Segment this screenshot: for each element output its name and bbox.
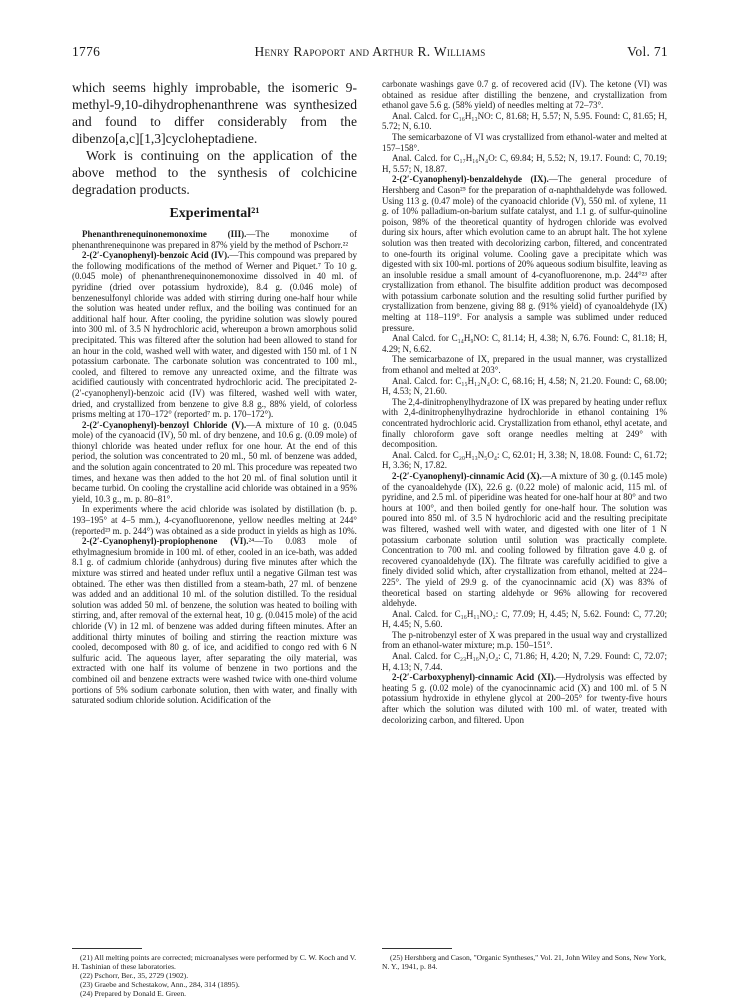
footnotes-left [72,953,357,998]
footnote: (21) All melting points are corrected; microanalyses were performed by C. W. Koch and V. H. Tashinian of these laboratories. [72,953,357,971]
analysis-line: Anal. Calcd. for C₁₆H₁₁NO₂: C, 77.09; H, 4.45; N, 5.62. Found: C, 77.20; H, 4.45; N, 5.60. [382,608,667,630]
paragraph: 2-(2′-Carboxyphenyl)-cinnamic Acid (XI).—Hydrolysis was effected by heating 5 g. (0.02 mole) of the cyanocinnamic acid (X) and 100 ml. of 5 N potassium hydroxide in ethylene glycol at 200–205° for twenty-five hours after which the solution was diluted with 100 ml. of water, treated with decolorizing carbon, and filtered. Upon [382,672,667,725]
footnote: (22) Pschorr, Ber., 35, 2729 (1902). [80,971,189,980]
right-column [382,79,667,945]
footnote: (25) Hershberg and Cason, "Organic Syntheses," Vol. 21, John Wiley and Sons, New York, N. Y., 1941, p. 84. [382,953,667,971]
paragraph: 2-(2′-Cyanophenyl)-benzoyl Chloride (V).—A mixture of 10 g. (0.045 mole) of the cyanoacid (IV), 50 ml. of dry benzene, and 10.6 g. (0.09 mole) of thionyl chloride was heated under reflux for one hour. At the end of this period, the solution was concentrated to 20 ml., 50 ml. of benzene was added, and the solution again concentrated to 20 ml. This procedure was repeated two times, and hexane was then added to the hot 20 ml. of final solution until it became turbid. On cooling the crystalline acid chloride was obtained in a 95% yield, 10.3 g., m. p. 80–81°. [72,419,357,504]
page-number: 1776 [72,44,101,59]
paragraph: 2-(2′-Cyanophenyl)-propiophenone (VI).²⁴—To 0.083 mole of ethylmagnesium bromide in 100 ml. of ether, cooled in an ice-bath, was added 8.1 g. of cadmium chloride (anhydrous) during five minutes after which the mixture was stirred and heated under reflux until a negative Gilman test was obtained. The ether was then distilled from a steam-bath, 27 ml. of benzene was added and an additional 10 ml. of the solution distilled. To the residual solution was added 50 ml. of benzene, the solution was heated to boiling with stirring, and, after removal of the external heat, 10 g. (0.0415 mole) of the acid chloride (V) in 12 ml. of benzene was added during fifteen minutes. After an additional thirty minutes of boiling and stirring the reaction mixture was cooled, decomposed with 80 g. of ice, and acidified to congo red with 6 N sulfuric acid. The aqueous layer, after separating the oily material, was extracted with one half its volume of benzene in two portions and the combined oil and benzene extracts were washed twice with one-third volume portions of 5% sodium carbonate solution, then with water, and finally with saturated sodium chloride solution. Acidification of the [72,536,357,706]
paragraph: The 2,4-dinitrophenylhydrazone of IX was prepared by heating under reflux with 2,4-dinitrophenylhydrazine hydrochloride in ethanol containing 1% concentrated hydrochloric acid. Crystallization from ethanol, ethyl acetate, and finally chloroform gave soft orange needles melting at 249° with decomposition. [382,396,667,450]
paragraph: 2-(2′-Cyanophenyl)-cinnamic Acid (X).—A mixture of 30 g. (0.145 mole) of the cyanoaldehyde (IX), 22.6 g. (0.22 mole) of malonic acid, 115 ml. of pyridine, and 2.5 ml. of piperidine was heated for one-half hour at 80° and two hours at 100°, and then boiled gently for one-half hour. The solution was poured into 850 ml. of 3.5 N hydrochloric acid and the resulting precipitate was filtered, washed well with water, and digested with one liter of 1 N potassium carbonate solution until solution was practically complete. Concentration to 700 ml. and cooling followed by filtration gave 4.0 g. of recovered cyanoaldehyde (IX). The filtrate was carefully acidified to give a finely divided solid which, after crystallization from ethanol, melted at 224–225°. The yield of 29.9 g. of the cyanocinnamic acid (X) was 83% of theoretical based on starting aldehyde or 96% allowing for recovered aldehyde. [382,470,667,609]
analysis-line: Anal. Calcd. for C₁₇H₁₆N₄O: C, 69.84; H, 5.52; N, 19.17. Found: C, 70.19; H, 5.57; N, 18.87. [382,153,667,174]
compound-label: 2-(2′-Cyanophenyl)-propiophenone (VI). [82,536,249,547]
analysis-line: Anal. Calcd. for C₂₀H₁₃N₅O₄: C, 62.01; H, 3.38; N, 18.08. Found: C, 61.72; H, 3.36; N, 17.82. [382,449,667,471]
paragraph: 2-(2′-Cyanophenyl)-benzoic Acid (IV).—This compound was prepared by the following modifications of the method of Werner and Piquet.⁷ To 10 g. (0.045 mole) of phenanthrenequinonemonoxime dissolved in 40 ml. of pyridine (dried over potassium hydroxide), 8.4 g. (0.046 mole) of benzenesulfonyl chloride was added with stirring during one-half hour while the solution was heated under reflux, and the boiling was continued for an additional half hour. After cooling, the pyridine solution was slowly poured into 300 ml. of 3.5 N hydrochloric acid, whereupon a brown amorphous solid precipitated. This was filtered after the solution had been allowed to stand for an hour in the cold, washed well with water, and digested with 150 ml. of 1 N potassium carbonate. The carbonate solution was concentrated to 100 ml., cooled, and filtered to remove any unreacted oxime, and the filtrate was acidified cautiously with concentrated hydrochloric acid. The precipitated 2-(2′-cyanophenyl)-benzoic acid (IV) was filtered, washed well with water, dried, and crystallized from benzene to give 8.8 g., 88% yield, of colorless prisms melting at 170–172° (reported⁷ m. p. 170–172°). [72,250,357,420]
intro-paragraph: which seems highly improbable, the isomeric 9-methyl-9,10-dihydrophenanthrene was synthesized and found to differ considerably from the dibenzo[a,c][1,3]cycloheptadiene. [72,80,357,146]
paragraph: carbonate washings gave 0.7 g. of recovered acid (IV). The ketone (VI) was obtained as residue after distilling the benzene, and crystallization from ethanol gave 5.6 g. (58% yield) of needles melting at 72–73°. [382,79,667,111]
paragraph: The p-nitrobenzyl ester of X was prepared in the usual way and crystallized from an ethanol-water mixture; m.p. 150–151°. [382,629,667,651]
compound-label: 2-(2′-Cyanophenyl)-benzaldehyde (IX). [392,174,549,185]
compound-label: Phenanthrenequinonemonoxime (III). [82,229,247,239]
footnote: (24) Prepared by Donald E. Green. [80,989,187,998]
volume-label: Vol. 71 [627,44,668,59]
footnote-divider [72,948,142,949]
paragraph: The semicarbazone of VI was crystallized from ethanol-water and melted at 157–158°. [382,131,667,153]
section-heading: Experimental²¹ [169,206,260,221]
footnotes-right [382,953,667,971]
footnote: (23) Graebe and Schestakow, Ann., 284, 314 (1895). [80,980,240,989]
paragraph: The semicarbazone of IX, prepared in the usual manner, was crystallized from ethanol and melted at 203°. [382,354,667,376]
compound-label: 2-(2′-Cyanophenyl)-benzoic Acid (IV). [82,250,230,261]
compound-label: 2-(2′-Carboxyphenyl)-cinnamic Acid (XI). [392,672,556,683]
paragraph: Phenanthrenequinonemonoxime (III).—The monoxime of phenanthrenequinone was prepared in 87% yield by the method of Pschorr.²² [72,229,357,250]
analysis-line: Anal. Calcd. for: C₁₅H₁₂N₄O: C, 68.16; H, 4.58; N, 21.20. Found: C, 68.00; H, 4.53; N, 21.60. [382,375,667,397]
left-column [72,79,357,945]
intro-paragraph: Work is continuing on the application of the above method to the synthesis of colchicine degradation products. [72,148,357,197]
analysis-line: Anal. Calcd. for C₂₃H₁₆N₂O₄: C, 71.86; H, 4.20; N, 7.29. Found: C, 72.07; H, 4.13; N, 7.44. [382,651,667,672]
analysis-line: Anal. Calcd. for C₁₆H₁₃NO: C, 81.68; H, 5.57; N, 5.95. Found: C, 81.65; H, 5.72; N, 6.10. [382,110,667,132]
compound-label: 2-(2′-Cyanophenyl)-cinnamic Acid (X). [392,470,542,481]
running-title: Henry Rapoport and Arthur R. Williams [254,44,486,59]
running-header [72,44,668,60]
paragraph: In experiments where the acid chloride was isolated by distillation (b. p. 193–195° at 4–5 mm.), 4-cyanofluorenone, yellow needles melting at 244° (reported²³ m. p. 244°) was obtained as a side product in yields as high as 10%. [72,504,357,536]
compound-label: 2-(2′-Cyanophenyl)-benzoyl Chloride (V). [82,419,247,430]
analysis-line: Anal Calcd. for C₁₄H₉NO: C, 81.14; H, 4.38; N, 6.76. Found: C, 81.18; H, 4.29; N, 6.62. [382,333,667,354]
footnote-divider [382,948,452,949]
paragraph: 2-(2′-Cyanophenyl)-benzaldehyde (IX).—The general procedure of Hershberg and Cason²⁵ for the preparation of α-naphthaldehyde was followed. Using 113 g. (0.47 mole) of the cyanoacid chloride (V), 550 ml. of xylene, 11 g. of 10% palladium-on-barium sulfate catalyst, and 1.1 g. of sulfur-quinoline poison, 98% of the theoretical quantity of hydrogen chloride was evolved during six hours, after which evolution came to an abrupt halt. The hot xylene solution was then treated with decolorizing carbon, filtered, and concentrated to one-fourth its original volume. Cooling gave a precipitate which was digested with six 100-ml. portions of 20% aqueous sodium bisulfite, leaving as an insoluble residue a small amount of 4-cyanofluorenone, m.p. 244°²³ after crystallization from ethanol. The bisulfite addition product was decomposed with potassium carbonate solution and the resulting solid further purified by crystallization from benzene, giving 88 g. (91% yield) of cyanoaldehyde (IX) melting at 118–119°. For analysis a sample was sublimed under reduced pressure. [382,174,667,333]
